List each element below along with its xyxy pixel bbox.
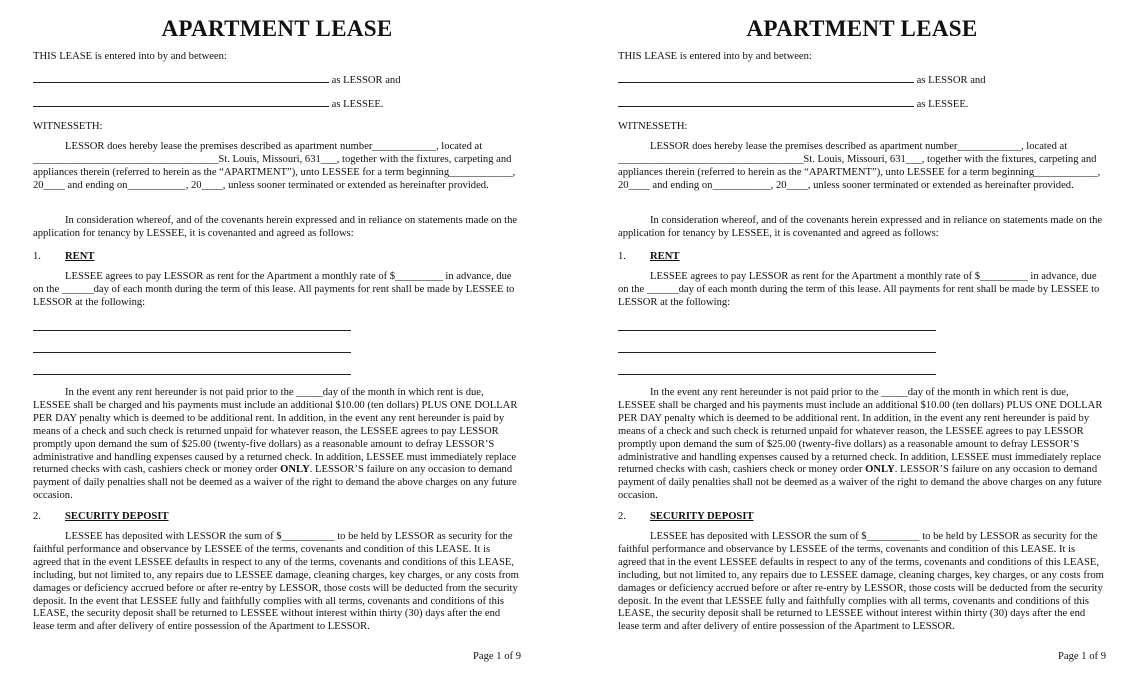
lessee-label: as LESSEE. — [331, 99, 384, 110]
lessee-label: as LESSEE. — [916, 99, 969, 110]
lessor-line[interactable] — [618, 72, 986, 85]
late-payment-text-b: . LESSOR’S failure on any occasion to demand payment of daily penalties shall not be deemed as a waiver of the right to demand the above charges on any future occasion. — [33, 464, 517, 502]
lessor-label: as LESSOR and — [331, 75, 401, 86]
lessor-name-blank[interactable] — [618, 72, 914, 83]
lease-page-right — [585, 0, 1105, 687]
intro-line: THIS LEASE is entered into by and between: — [33, 51, 227, 62]
late-payment-text-a: In the event any rent hereunder is not paid prior to the _____day of the month in which rent is due, LESSEE shall be charged and his payments must include an additional $10.00 (ten dollars) PLUS ONE DOLLAR PER DAY penalty which is deemed to be additional rent. In addition, in the event any rent hereunder is paid by means of a check and such check is returned unpaid for whatever reason, the LESSEE agrees to pay LESSOR promptly upon demand the sum of $25.00 (twenty-five dollars) as a reasonable amount to defray LESSOR’S administrative and handling expenses caused by a returned check. In addition, LESSEE must immediately replace returned checks with cash, cashiers check or money order — [618, 387, 1103, 476]
consideration-paragraph: In consideration whereof, and of the covenants herein expressed and in reliance on statements made on the application for tenancy by LESSEE, it is covenanted and agreed as follows: — [618, 215, 1103, 239]
late-payment-emphasis: ONLY — [865, 464, 895, 476]
section-title: SECURITY DEPOSIT — [65, 511, 169, 522]
document-title: APARTMENT LEASE — [161, 16, 393, 41]
lease-page-left — [0, 0, 520, 687]
page-number: Page 1 of 9 — [1058, 651, 1106, 662]
premises-paragraph: LESSOR does hereby lease the premises described as apartment number____________, located at ___________________________________St. Louis, Missouri, 631___, together with the fixtures, carpeting and appliances therein (referred to herein as the “APARTMENT”), unto LESSEE for a term beginning____________, 20____ and ending on___________, 20____, unless sooner terminated or extended as hereinafter provided. — [618, 141, 1101, 191]
address-blank-line-1[interactable] — [618, 330, 936, 331]
section-number: 1. — [618, 251, 626, 262]
witnesseth-label: WITNESSETH: — [33, 121, 103, 132]
section-number: 2. — [618, 511, 626, 522]
lessee-name-blank[interactable] — [33, 96, 329, 107]
address-blank-line-2[interactable] — [618, 352, 936, 353]
section-rent-heading — [618, 250, 679, 263]
address-blank-line-2[interactable] — [33, 352, 351, 353]
late-payment-emphasis: ONLY — [280, 464, 310, 476]
lessor-line[interactable] — [33, 72, 401, 85]
section-number: 1. — [33, 251, 41, 262]
section-deposit-heading — [618, 510, 754, 523]
section-deposit-heading — [33, 510, 169, 523]
late-payment-paragraph — [618, 387, 1106, 503]
lessee-line[interactable] — [618, 96, 968, 109]
section-title: SECURITY DEPOSIT — [650, 511, 754, 522]
rent-paragraph: LESSEE agrees to pay LESSOR as rent for the Apartment a monthly rate of $_________ in advance, due on the ______day of each month during the term of this lease. All payments for rent shall be made by LESSEE to LESSOR at the following: — [33, 271, 515, 308]
address-blank-line-1[interactable] — [33, 330, 351, 331]
lessee-name-blank[interactable] — [618, 96, 914, 107]
late-payment-text-b: . LESSOR’S failure on any occasion to demand payment of daily penalties shall not be deemed as a waiver of the right to demand the above charges on any future occasion. — [618, 464, 1102, 502]
lessor-label: as LESSOR and — [916, 75, 986, 86]
document-title: APARTMENT LEASE — [746, 16, 978, 41]
late-payment-text-a: In the event any rent hereunder is not paid prior to the _____day of the month in which rent is due, LESSEE shall be charged and his payments must include an additional $10.00 (ten dollars) PLUS ONE DOLLAR PER DAY penalty which is deemed to be additional rent. In addition, in the event any rent hereunder is paid by means of a check and such check is returned unpaid for whatever reason, the LESSEE agrees to pay LESSOR promptly upon demand the sum of $25.00 (twenty-five dollars) as a reasonable amount to defray LESSOR’S administrative and handling expenses caused by a returned check. In addition, LESSEE must immediately replace returned checks with cash, cashiers check or money order — [33, 387, 518, 476]
intro-line: THIS LEASE is entered into by and between: — [618, 51, 812, 62]
deposit-paragraph: LESSEE has deposited with LESSOR the sum of $__________ to be held by LESSOR as security for the faithful performance and observance by LESSEE of the terms, covenants and condition of this LEASE. It is agreed that in the event LESSEE defaults in respect to any of the terms, covenants and conditions of this LEASE, including, but not limited to, any repairs due to LESSEE damage, cleaning charges, key charges, or any costs from damages or deficiency accrued before or after re-entry by LESSOR, those costs will be deducted from the security deposit. In the event that LESSEE fully and faithfully complies with all terms, covenants and conditions of this LEASE, the security deposit shall be returned to LESSEE without interest within thirty (30) days after the end lease term and after delivery of entire possession of the Apartment to LESSOR. — [33, 531, 519, 633]
late-payment-paragraph — [33, 387, 521, 503]
lessor-name-blank[interactable] — [33, 72, 329, 83]
deposit-paragraph: LESSEE has deposited with LESSOR the sum of $__________ to be held by LESSOR as security for the faithful performance and observance by LESSEE of the terms, covenants and condition of this LEASE. It is agreed that in the event LESSEE defaults in respect to any of the terms, covenants and conditions of this LEASE, including, but not limited to, any repairs due to LESSEE damage, cleaning charges, key charges, or any costs from damages or deficiency accrued before or after re-entry by LESSOR, those costs will be deducted from the security deposit. In the event that LESSEE fully and faithfully complies with all terms, covenants and conditions of this LEASE, the security deposit shall be returned to LESSEE without interest within thirty (30) days after the end lease term and after delivery of entire possession of the Apartment to LESSOR. — [618, 531, 1104, 633]
section-rent-heading — [33, 250, 94, 263]
rent-paragraph: LESSEE agrees to pay LESSOR as rent for the Apartment a monthly rate of $_________ in advance, due on the ______day of each month during the term of this lease. All payments for rent shall be made by LESSEE to LESSOR at the following: — [618, 271, 1100, 308]
section-title: RENT — [65, 251, 95, 262]
witnesseth-label: WITNESSETH: — [618, 121, 688, 132]
premises-paragraph: LESSOR does hereby lease the premises described as apartment number____________, located at ___________________________________St. Louis, Missouri, 631___, together with the fixtures, carpeting and appliances therein (referred to herein as the “APARTMENT”), unto LESSEE for a term beginning____________, 20____ and ending on___________, 20____, unless sooner terminated or extended as hereinafter provided. — [33, 141, 516, 191]
section-number: 2. — [33, 511, 41, 522]
page-number: Page 1 of 9 — [473, 651, 521, 662]
section-title: RENT — [650, 251, 680, 262]
lessee-line[interactable] — [33, 96, 383, 109]
address-blank-line-3[interactable] — [33, 374, 351, 375]
address-blank-line-3[interactable] — [618, 374, 936, 375]
consideration-paragraph: In consideration whereof, and of the covenants herein expressed and in reliance on statements made on the application for tenancy by LESSEE, it is covenanted and agreed as follows: — [33, 215, 518, 239]
